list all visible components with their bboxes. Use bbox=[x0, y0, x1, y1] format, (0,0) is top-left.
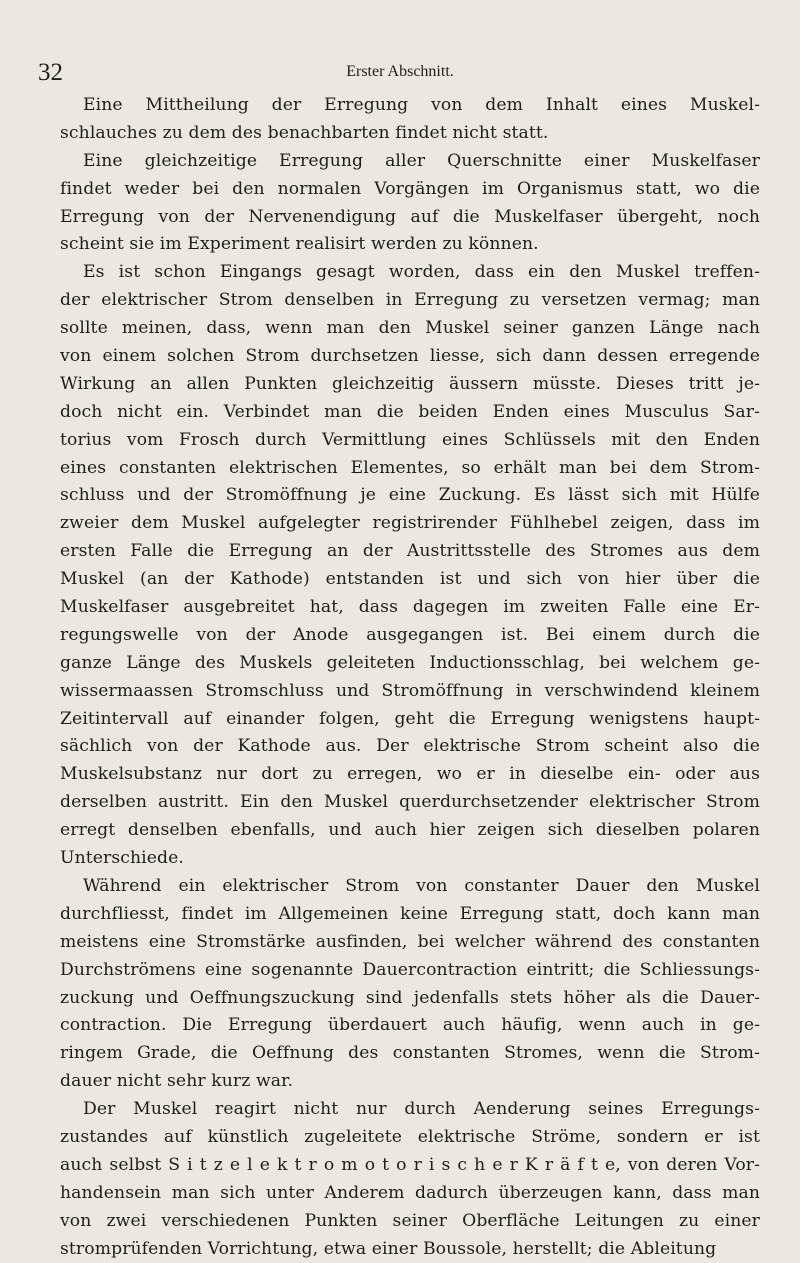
text-line: Muskelsubstanz nur dort zu erregen, wo er in dieselbe ein- oder aus bbox=[60, 764, 760, 785]
text-line: sollte meinen, dass, wenn man den Muskel seiner ganzen Länge nach bbox=[60, 318, 760, 339]
page-number: 32 bbox=[38, 59, 63, 86]
text-line: sächlich von der Kathode aus. Der elektrische Strom scheint also die bbox=[60, 736, 760, 757]
text-line: handensein man sich unter Anderem dadurch überzeugen kann, dass man bbox=[60, 1182, 760, 1203]
text-line: ganze Länge des Muskels geleiteten Inductionsschlag, bei welchem ge- bbox=[60, 652, 760, 673]
text-line: Durchströmens eine sogenannte Dauercontraction eintritt; die Schliessungs- bbox=[60, 959, 760, 980]
text-line: Erregung von der Nervenendigung auf die Muskelfaser übergeht, noch bbox=[60, 206, 760, 227]
text-line: Wirkung an allen Punkten gleichzeitig äussern müsste. Dieses tritt je- bbox=[60, 373, 760, 394]
text-line: Der Muskel reagirt nicht nur durch Aenderung seines Erregungs- bbox=[83, 1099, 760, 1120]
text-line: contraction. Die Erregung überdauert auch häufig, wenn auch in ge- bbox=[60, 1015, 760, 1036]
paragraph bbox=[60, 148, 760, 260]
paragraph bbox=[60, 1096, 760, 1263]
text-line: zustandes auf künstlich zugeleitete elektrische Ströme, sondern er ist bbox=[60, 1126, 760, 1147]
text-line: erregt denselben ebenfalls, und auch hier zeigen sich dieselben polaren bbox=[60, 820, 760, 841]
text-line: auch selbst S i t z e l e k t r o m o t o r i s c h e r K r ä f t e, von deren Vor- bbox=[60, 1154, 760, 1175]
text-line: Zeitintervall auf einander folgen, geht die Erregung wenigstens haupt- bbox=[60, 708, 760, 729]
text-line: findet weder bei den normalen Vorgängen im Organismus statt, wo die bbox=[60, 178, 760, 199]
text-line: derselben austritt. Ein den Muskel querdurchsetzender elektrischer Strom bbox=[60, 792, 760, 813]
text-line: Muskel (an der Kathode) entstanden ist und sich von hier über die bbox=[60, 569, 760, 590]
text-line: Eine Mittheilung der Erregung von dem Inhalt eines Muskel- bbox=[83, 95, 760, 115]
text-line: zuckung und Oeffnungszuckung sind jedenfalls stets höher als die Dauer- bbox=[60, 987, 760, 1008]
text-line: scheint sie im Experiment realisirt werden zu können. bbox=[60, 234, 539, 255]
text-line: durchfliesst, findet im Allgemeinen keine Erregung statt, doch kann man bbox=[60, 903, 760, 924]
text-line: ersten Falle die Erregung an der Austrittsstelle des Stromes aus dem bbox=[60, 541, 760, 562]
text-line: Es ist schon Eingangs gesagt worden, dass ein den Muskel treffen- bbox=[83, 262, 760, 283]
text-line: meistens eine Stromstärke ausfinden, bei welcher während des constanten bbox=[60, 931, 760, 952]
text-line: wissermaassen Stromschluss und Stromöffnung in verschwindend kleinem bbox=[60, 680, 760, 701]
text-line: Unterschiede. bbox=[60, 848, 184, 869]
body-text bbox=[60, 92, 760, 1263]
text-line: Eine gleichzeitige Erregung aller Querschnitte einer Muskelfaser bbox=[83, 150, 760, 171]
text-line: doch nicht ein. Verbindet man die beiden Enden eines Musculus Sar- bbox=[60, 401, 760, 422]
text-line: ringem Grade, die Oeffnung des constanten Stromes, wenn die Strom- bbox=[60, 1043, 760, 1064]
text-line: von zwei verschiedenen Punkten seiner Oberfläche Leitungen zu einer bbox=[60, 1210, 760, 1231]
text-line: schluss und der Stromöffnung je eine Zuckung. Es lässt sich mit Hülfe bbox=[60, 485, 760, 506]
text-line: eines constanten elektrischen Elementes, so erhält man bei dem Strom- bbox=[60, 457, 760, 478]
text-line: schlauches zu dem des benachbarten findet nicht statt. bbox=[60, 122, 549, 143]
text-line: regungswelle von der Anode ausgegangen ist. Bei einem durch die bbox=[60, 624, 760, 645]
text-line: zweier dem Muskel aufgelegter registrirender Fühlhebel zeigen, dass im bbox=[60, 513, 760, 534]
text-line: Muskelfaser ausgebreitet hat, dass dagegen im zweiten Falle eine Er- bbox=[60, 597, 760, 618]
text-line: stromprüfenden Vorrichtung, etwa einer Boussole, herstellt; die Ableitung bbox=[60, 1238, 717, 1259]
text-line: Während ein elektrischer Strom von constanter Dauer den Muskel bbox=[83, 875, 760, 896]
text-line: dauer nicht sehr kurz war. bbox=[60, 1071, 294, 1092]
text-line: torius vom Frosch durch Vermittlung eines Schlüssels mit den Enden bbox=[60, 429, 760, 450]
text-line: der elektrischer Strom denselben in Erregung zu versetzen vermag; man bbox=[60, 290, 760, 311]
paragraph bbox=[60, 259, 760, 873]
paragraph bbox=[60, 873, 760, 1096]
paragraph bbox=[60, 92, 760, 148]
running-head: Erster Abschnitt. bbox=[346, 63, 454, 80]
page-header bbox=[0, 58, 800, 88]
text-line: von einem solchen Strom durchsetzen liesse, sich dann dessen erregende bbox=[60, 346, 760, 367]
